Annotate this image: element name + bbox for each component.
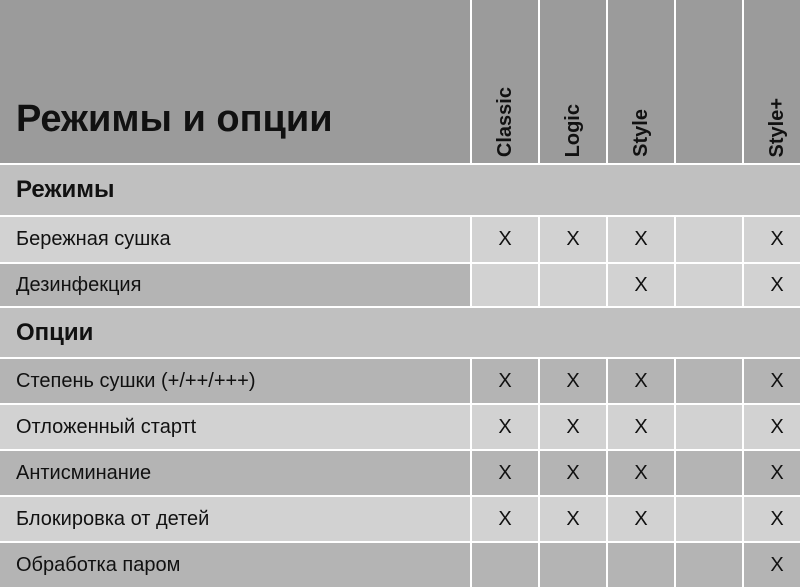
section-title-modes: Режимы xyxy=(0,165,800,215)
row-label: Отложенный стартt xyxy=(0,405,470,449)
row-value: X xyxy=(744,405,800,449)
row-value xyxy=(676,543,742,587)
row-value: X xyxy=(472,497,538,541)
row-value: X xyxy=(540,497,606,541)
row-value: X xyxy=(608,451,674,495)
column-header-label: Classic xyxy=(493,86,516,157)
row-value xyxy=(540,264,606,306)
row-value: X xyxy=(744,451,800,495)
row-value xyxy=(608,543,674,587)
row-value xyxy=(676,359,742,403)
row-value xyxy=(676,217,742,262)
row-value xyxy=(676,497,742,541)
row-label: Антисминание xyxy=(0,451,470,495)
row-value: X xyxy=(608,405,674,449)
column-header-label: Logic xyxy=(561,103,584,157)
row-value: X xyxy=(472,451,538,495)
row-value: X xyxy=(472,359,538,403)
column-header-logic xyxy=(540,0,606,163)
row-label: Бережная сушка xyxy=(0,217,470,262)
row-value: X xyxy=(608,359,674,403)
row-value: X xyxy=(540,217,606,262)
row-label: Дезинфекция xyxy=(0,264,470,306)
row-value: X xyxy=(540,405,606,449)
section-title-options: Опции xyxy=(0,308,800,357)
column-header-style xyxy=(608,0,674,163)
row-value xyxy=(472,264,538,306)
row-value xyxy=(472,543,538,587)
row-value: X xyxy=(744,359,800,403)
row-value xyxy=(676,264,742,306)
table-title-cell xyxy=(0,0,470,163)
row-value xyxy=(676,451,742,495)
column-header-classic xyxy=(472,0,538,163)
row-value: X xyxy=(608,497,674,541)
row-value: X xyxy=(608,217,674,262)
row-value xyxy=(540,543,606,587)
column-header-empty xyxy=(676,0,742,163)
column-header-label: Style+ xyxy=(765,97,788,157)
row-value: X xyxy=(540,359,606,403)
row-label: Блокировка от детей xyxy=(0,497,470,541)
table-title: Режимы и опции xyxy=(16,98,333,140)
row-value xyxy=(676,405,742,449)
row-label: Обработка паром xyxy=(0,543,470,587)
row-value: X xyxy=(744,543,800,587)
column-header-style-plus xyxy=(744,0,800,163)
row-value: X xyxy=(540,451,606,495)
row-value: X xyxy=(744,264,800,306)
row-value: X xyxy=(608,264,674,306)
row-label: Степень сушки (+/++/+++) xyxy=(0,359,470,403)
row-value: X xyxy=(472,217,538,262)
column-header-label: Style xyxy=(629,109,652,157)
row-value: X xyxy=(472,405,538,449)
row-value: X xyxy=(744,497,800,541)
row-value: X xyxy=(744,217,800,262)
